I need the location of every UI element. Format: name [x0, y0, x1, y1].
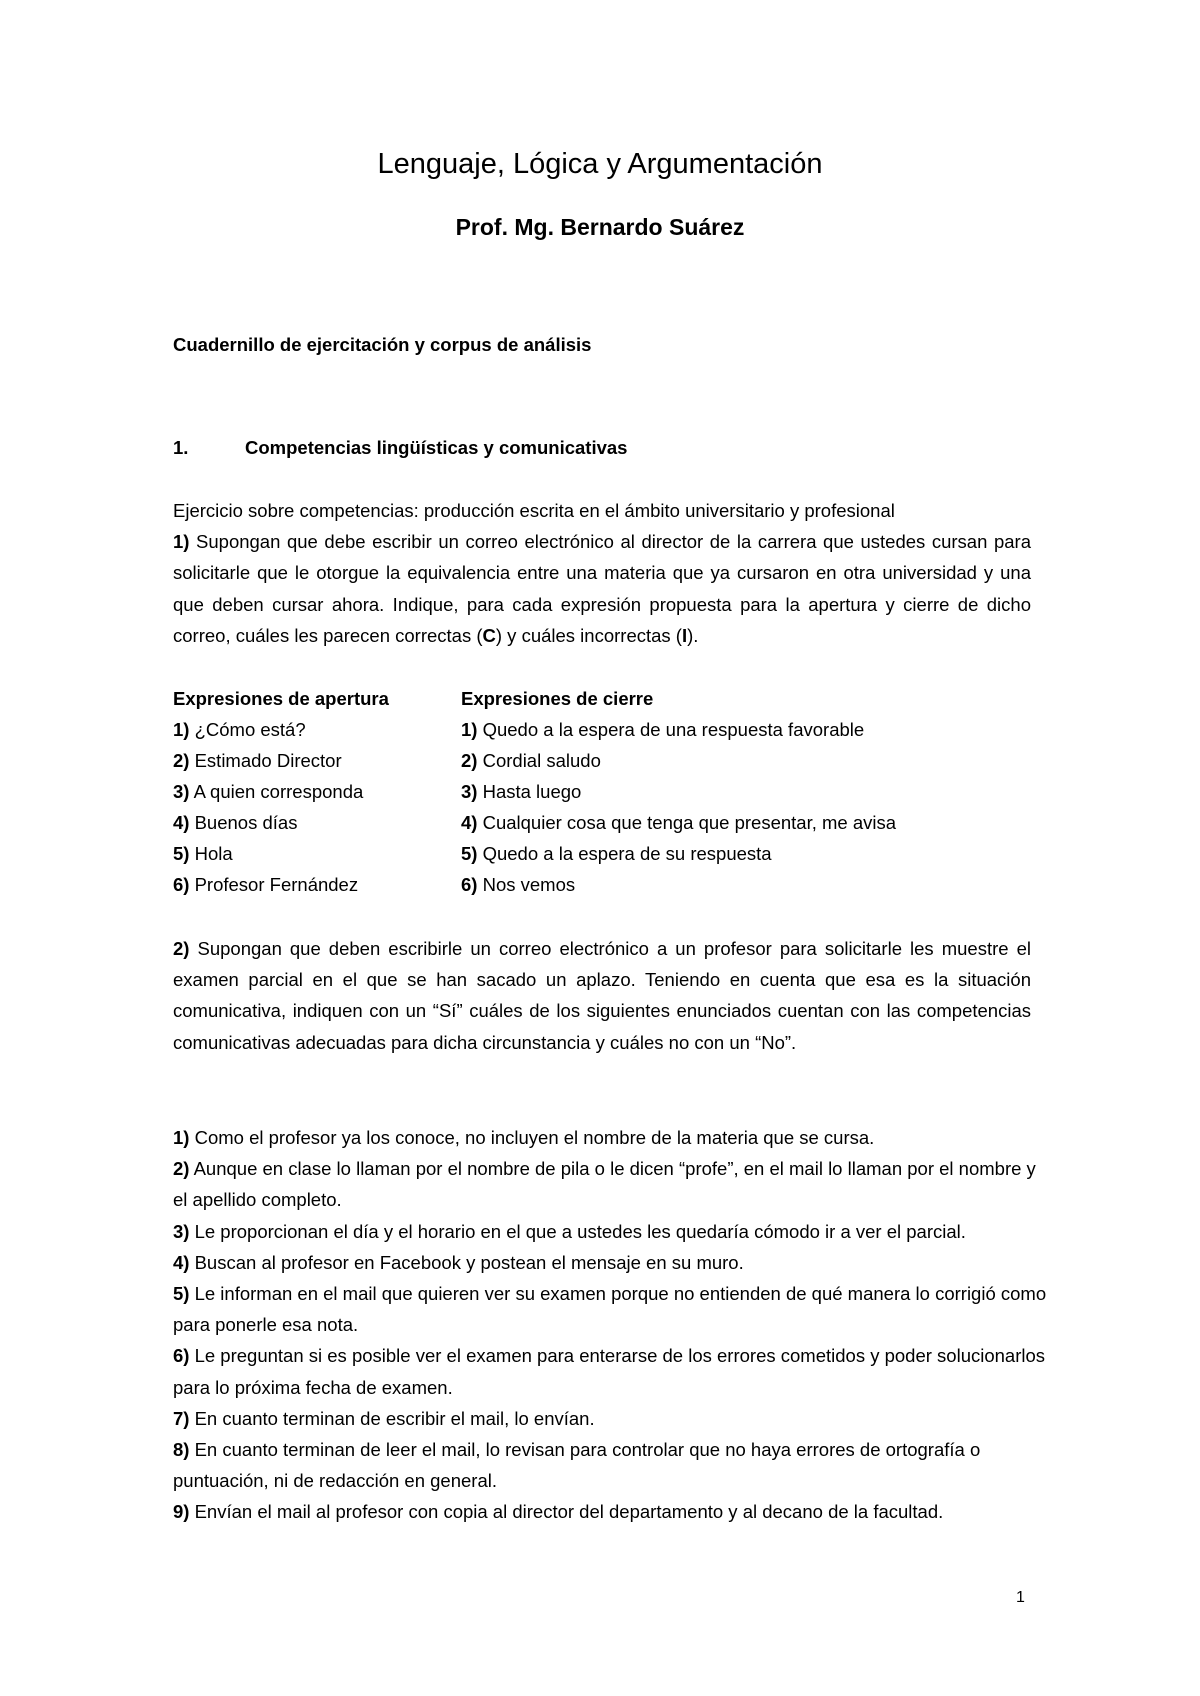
- list-item-number: 9): [173, 1501, 190, 1523]
- exercise-intro: Ejercicio sobre competencias: producción escrita en el ámbito universitario y profesional: [173, 500, 895, 521]
- opening-number: 2): [173, 750, 190, 771]
- expression-row: [173, 838, 1031, 869]
- list-item-text: En cuanto terminan de leer el mail, lo revisan para controlar que no haya errores de ortografía o puntuación, ni de redacción en general.: [173, 1439, 981, 1492]
- opening-expression: [173, 714, 461, 745]
- list-item: [173, 1247, 1053, 1278]
- closing-text: Quedo a la espera de una respuesta favorable: [477, 719, 865, 740]
- closing-expression: [461, 838, 1031, 869]
- document-author: Prof. Mg. Bernardo Suárez: [455, 214, 745, 240]
- list-item-number: 1): [173, 1127, 190, 1148]
- opening-number: 1): [173, 719, 190, 740]
- list-item-number: 6): [173, 1345, 190, 1367]
- closing-number: 1): [461, 719, 478, 740]
- closing-expression: [461, 776, 1031, 807]
- exercise-2-block: [173, 933, 1031, 1058]
- list-item-number: 4): [173, 1251, 190, 1273]
- expression-row: [173, 714, 1031, 745]
- question-2: [173, 933, 1031, 1058]
- list-item-text: Como el profesor ya los conoce, no incluyen el nombre de la materia que se cursa.: [189, 1127, 875, 1148]
- list-item-number: 7): [173, 1407, 190, 1429]
- list-item: [173, 1496, 1053, 1527]
- closing-expression: [461, 745, 1031, 776]
- closing-header: Expresiones de cierre: [461, 688, 654, 709]
- closing-number: 3): [461, 781, 478, 802]
- list-item-text: Le proporcionan el día y el horario en el que a ustedes les quedaría cómodo ir a ver el parcial.: [189, 1220, 966, 1242]
- closing-text: Quedo a la espera de su respuesta: [477, 843, 772, 864]
- list-item-number: 3): [173, 1220, 190, 1242]
- list-item: [173, 1216, 1053, 1247]
- closing-number: 4): [461, 812, 478, 833]
- closing-number: 2): [461, 750, 478, 771]
- list-item-text: Aunque en clase lo llaman por el nombre de pila o le dicen “profe”, en el mail lo llaman por el nombre y el apellido completo.: [173, 1158, 1036, 1211]
- closing-number: 6): [461, 874, 478, 895]
- list-item-text: Le preguntan si es posible ver el examen para enterarse de los errores cometidos y poder solucionarlos para lo próxima fecha de examen.: [173, 1345, 1046, 1398]
- list-item: [173, 1278, 1053, 1340]
- page-number: 1: [1016, 1589, 1025, 1606]
- question-1: [173, 526, 1031, 651]
- expression-row: [173, 745, 1031, 776]
- opening-number: 3): [173, 781, 190, 802]
- opening-expression: [173, 807, 461, 838]
- opening-text: Estimado Director: [189, 750, 342, 771]
- document-subtitle: Cuadernillo de ejercitación y corpus de análisis: [173, 334, 592, 355]
- expression-row: [173, 776, 1031, 807]
- opening-number: 4): [173, 812, 190, 833]
- list-item-text: Buscan al profesor en Facebook y postean el mensaje en su muro.: [189, 1251, 744, 1273]
- closing-text: Cordial saludo: [477, 750, 601, 771]
- statements-list: [173, 1122, 1053, 1528]
- opening-expression: [173, 869, 461, 900]
- section-title: Competencias lingüísticas y comunicativas: [245, 437, 628, 458]
- list-item: [173, 1340, 1053, 1402]
- expression-row: [173, 869, 1031, 900]
- list-item-text: En cuanto terminan de escribir el mail, lo envían.: [189, 1407, 595, 1429]
- question-1-mid: ) y cuáles incorrectas (: [495, 624, 682, 646]
- opening-text: Profesor Fernández: [189, 874, 359, 895]
- section-heading: [173, 435, 627, 461]
- closing-text: Nos vemos: [477, 874, 576, 895]
- opening-text: Buenos días: [189, 812, 298, 833]
- question-1-end: ).: [687, 624, 699, 646]
- closing-number: 5): [461, 843, 478, 864]
- list-item-number: 2): [173, 1158, 190, 1180]
- opening-header: Expresiones de apertura: [173, 688, 389, 709]
- question-1-text: Supongan que debe escribir un correo electrónico al director de la carrera que ustedes cursan para solicitarle que le otorgue la equivalencia entre una materia que ya cursaron en otra universidad y una que deben cursar ahora. Indique, para cada expresión propuesta para la apertura y cierre de dicho correo, cuáles les parecen correctas (: [173, 531, 1031, 646]
- opening-text: Hola: [189, 843, 233, 864]
- opening-expression: [173, 838, 461, 869]
- question-1-number: 1): [173, 531, 190, 553]
- expressions-table: [173, 683, 1031, 900]
- closing-text: Cualquier cosa que tenga que presentar, me avisa: [477, 812, 897, 833]
- opening-text: A quien corresponda: [189, 781, 364, 802]
- closing-expression: [461, 714, 1031, 745]
- incorrect-marker: I: [681, 624, 688, 646]
- list-item: [173, 1434, 1053, 1496]
- opening-expression: [173, 745, 461, 776]
- list-item: [173, 1403, 1053, 1434]
- list-item-number: 5): [173, 1283, 190, 1305]
- list-item-text: Le informan en el mail que quieren ver su examen porque no entienden de qué manera lo corrigió como para ponerle esa nota.: [173, 1283, 1047, 1336]
- opening-number: 6): [173, 874, 190, 895]
- expressions-header-row: [173, 683, 1031, 714]
- closing-expression: [461, 869, 1031, 900]
- closing-expression: [461, 807, 1031, 838]
- document-title: Lenguaje, Lógica y Argumentación: [377, 148, 823, 180]
- list-item: [173, 1153, 1053, 1215]
- list-item-number: 8): [173, 1439, 190, 1461]
- opening-expression: [173, 776, 461, 807]
- list-item-text: Envían el mail al profesor con copia al director del departamento y al decano de la facultad.: [189, 1501, 944, 1523]
- opening-text: ¿Cómo está?: [189, 719, 306, 740]
- closing-text: Hasta luego: [477, 781, 582, 802]
- exercise-1-block: [173, 495, 1031, 651]
- section-number: 1.: [173, 437, 189, 458]
- opening-number: 5): [173, 843, 190, 864]
- question-2-number: 2): [173, 938, 190, 959]
- correct-marker: C: [482, 624, 496, 646]
- question-2-text: Supongan que deben escribirle un correo electrónico a un profesor para solicitarle les muestre el examen parcial en el que se han sacado un aplazo. Teniendo en cuenta que esa es la situación comunicativa, indiquen con un “Sí” cuáles de los siguientes enunciados cuentan con las competencias comunicativas adecuadas para dicha circunstancia y cuáles no con un “No”.: [173, 938, 1031, 1053]
- list-item: [173, 1122, 1053, 1153]
- expression-row: [173, 807, 1031, 838]
